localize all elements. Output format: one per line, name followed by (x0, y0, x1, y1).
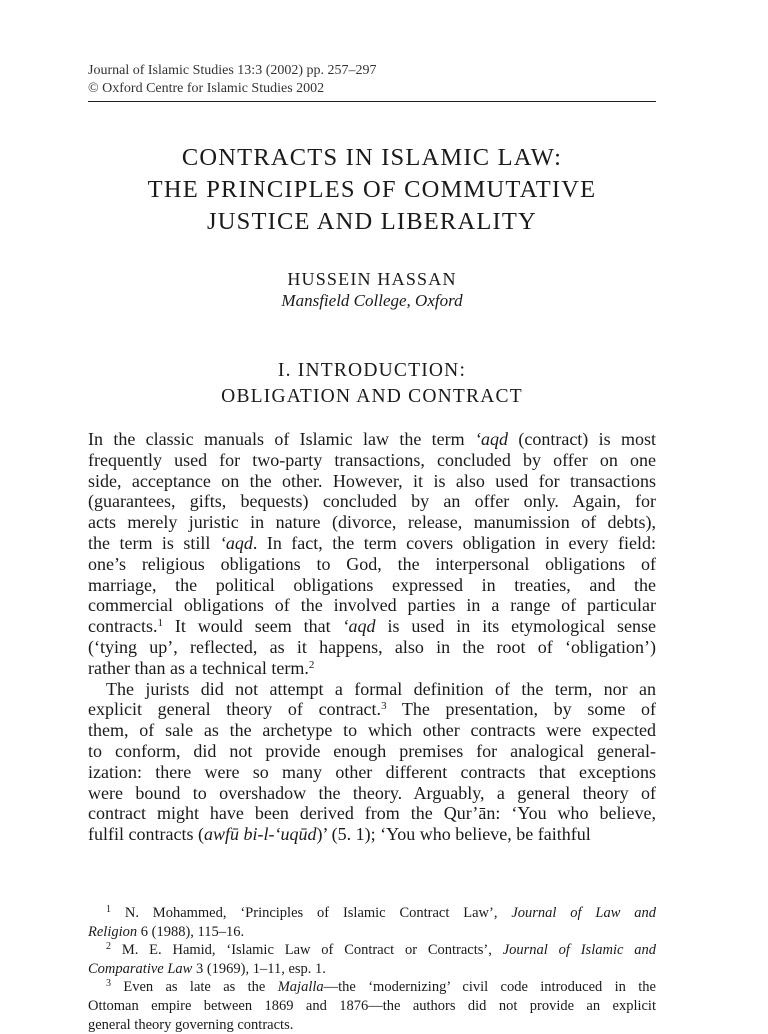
text-run: contracts. (88, 616, 158, 637)
text-run: frequently used for two-party transactions, concluded by offer on one (88, 449, 656, 470)
italic-text: Majalla (277, 979, 324, 996)
italic-text: ‘aqd (219, 532, 253, 553)
footnote-line (88, 960, 656, 979)
paragraph-line (88, 575, 656, 596)
footnote-marker[interactable]: 1 (106, 904, 111, 915)
text-run: Ottoman empire between 1869 and 1876—the authors did not provide an explicit (88, 997, 656, 1014)
paragraph-line (88, 616, 656, 637)
italic-text: ‘aqd (475, 429, 508, 449)
italic-text: Journal of Law and (511, 905, 656, 921)
footnote-line (88, 904, 656, 923)
text-run: side, acceptance on the other. However, it is also used for transactions (88, 470, 656, 491)
text-run: explicit general theory of contract. (88, 699, 382, 720)
section-heading-line: I. INTRODUCTION: (277, 360, 467, 381)
title-line: THE PRINCIPLES OF COMMUTATIVE (147, 176, 597, 203)
text-run: 6 (1988), 115–16. (137, 923, 245, 940)
title-line: JUSTICE AND LIBERALITY (207, 208, 537, 235)
text-run: the term is still (88, 532, 220, 553)
paragraph-line (88, 803, 656, 824)
text-run: contract might have been derived from the Qur’ān: ‘You who believe, (88, 803, 656, 824)
body-text (88, 429, 656, 845)
author-affiliation: Mansfield College, Oxford (281, 291, 463, 310)
text-run: marriage, the political obligations expressed in treaties, and the (88, 574, 656, 595)
text-run: them, of sale as the archetype to which other contracts were expected (88, 720, 656, 741)
footnote-line (88, 1016, 656, 1034)
text-run: acts merely juristic in nature (divorce, release, manumission of debts), (88, 512, 656, 533)
text-run: It would seem that (162, 616, 343, 637)
text-run: The jurists did not attempt a formal definition of the term, nor an (106, 678, 656, 699)
italic-text: ‘aqd (342, 616, 376, 637)
text-run: N. Mohammed, ‘Principles of Islamic Contract Law’, (111, 905, 512, 921)
footnote-marker[interactable]: 1 (157, 617, 163, 630)
text-run: ization: there were so many other different contracts that exceptions (88, 761, 656, 782)
footnote-marker[interactable]: 3 (381, 700, 387, 713)
text-run: is used in its etymological sense (375, 616, 656, 637)
copyright-line: © Oxford Centre for Islamic Studies 2002 (88, 81, 325, 96)
footnote-line (88, 978, 656, 997)
italic-text: Comparative Law (88, 960, 193, 977)
footnote-line (88, 997, 656, 1016)
text-run: general theory governing contracts. (88, 1016, 294, 1033)
paragraph-line (88, 637, 656, 658)
citation-line: Journal of Islamic Studies 13:3 (2002) pp. 257–297 (88, 63, 377, 78)
text-run: . In fact, the term covers obligation in every field: (252, 532, 656, 553)
paragraph-line (88, 783, 656, 804)
paragraph-line (88, 533, 656, 554)
italic-text: Religion (88, 923, 138, 940)
italic-text: awfū bi-l-‘uqūd (203, 824, 317, 845)
text-run: commercial obligations of the involved parties in a range of particular (88, 595, 656, 616)
text-run: The presentation, by some of (386, 699, 657, 720)
text-run: —the ‘modernizing’ civil code introduced in the (323, 979, 656, 996)
paragraph-line (88, 471, 656, 492)
footnotes (88, 904, 656, 1034)
author-block (88, 268, 656, 312)
paragraph-line (88, 512, 656, 533)
section-heading-line: OBLIGATION AND CONTRACT (221, 386, 523, 407)
paragraph-line (88, 491, 656, 512)
text-run: (contract) is most (508, 429, 657, 449)
italic-text: Journal of Islamic and (502, 942, 656, 959)
text-run: )’ (5. 1); ‘You who believe, be faithful (316, 824, 591, 845)
paragraph-line (88, 595, 656, 616)
text-run: (guarantees, gifts, bequests) concluded by an offer only. Again, for (88, 491, 656, 512)
paragraph-line (88, 699, 656, 720)
article-title (88, 142, 656, 238)
paragraph-line (88, 720, 656, 741)
text-run: were bound to overshadow the theory. Arguably, a general theory of (88, 782, 656, 803)
text-run: Even as late as the (111, 979, 278, 996)
footnote-marker[interactable]: 2 (308, 658, 315, 671)
section-heading (88, 358, 656, 410)
text-run: rather than as a technical term. (88, 657, 309, 678)
footnote-marker[interactable]: 2 (106, 941, 111, 953)
paragraph-line (88, 450, 656, 471)
footnote-marker[interactable]: 3 (106, 978, 111, 990)
paragraph-line (88, 658, 656, 679)
text-run: fulfil contracts ( (88, 824, 204, 845)
text-run: In the classic manuals of Islamic law the term (88, 429, 475, 449)
text-run: one’s religious obligations to God, the interpersonal obligations of (88, 553, 656, 574)
footnote-line (88, 941, 656, 960)
text-run: 3 (1969), 1–11, esp. 1. (192, 960, 326, 977)
text-run: M. E. Hamid, ‘Islamic Law of Contract or Contracts’, (111, 942, 503, 959)
paragraph-line (88, 429, 656, 450)
paragraph-line (88, 554, 656, 575)
paragraph-line (88, 679, 656, 700)
journal-header (88, 62, 656, 102)
author-name: HUSSEIN HASSAN (287, 269, 457, 289)
title-line: CONTRACTS IN ISLAMIC LAW: (181, 144, 563, 171)
paragraph-line (88, 741, 656, 762)
text-run: to conform, did not provide enough premises for analogical general- (88, 740, 656, 761)
paragraph-line (88, 762, 656, 783)
paragraph-line (88, 824, 656, 845)
footnote-line (88, 923, 656, 942)
text-run: (‘tying up’, reflected, as it happens, also in the root of ‘obligation’) (88, 636, 656, 657)
